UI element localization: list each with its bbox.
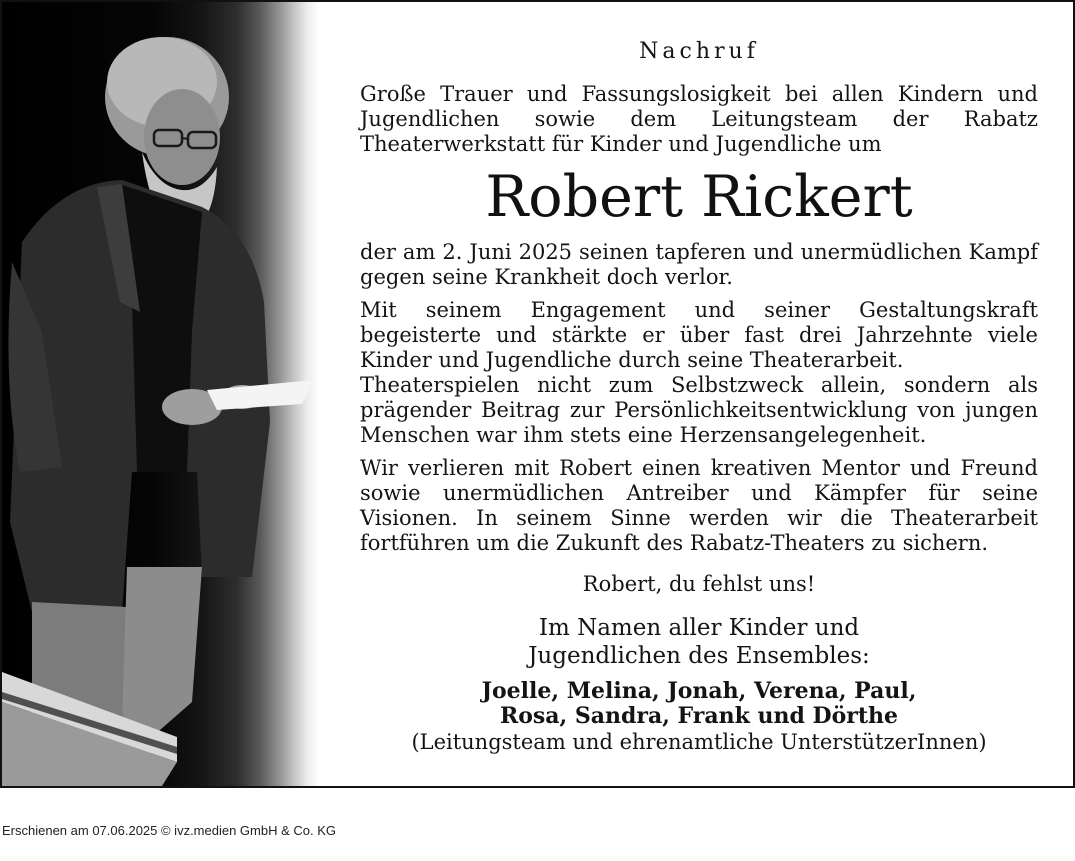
portrait-photo: [2, 2, 320, 786]
publication-credit: Erschienen am 07.06.2025 © ivz.medien GmbH & Co. KG: [2, 823, 337, 838]
behalf-line-1: Im Namen aller Kinder und: [538, 615, 860, 641]
farewell-line: Robert, du fehlst uns!: [582, 572, 816, 596]
signers-line-2: Rosa, Sandra, Frank und Dörthe: [499, 703, 899, 729]
signers-line-1: Joelle, Melina, Jonah, Verena, Paul,: [481, 678, 917, 704]
deceased-name: Robert Rickert: [485, 164, 913, 230]
portrait-illustration: [2, 2, 320, 786]
theater-paragraph: Theaterspielen nicht zum Selbstzweck allein, sondern als prägender Beitrag zur Persönlichkeitsentwicklung von jungen Menschen war ihm stets eine Herzensangelegenheit.: [360, 373, 1038, 447]
intro-paragraph: Große Trauer und Fassungslosigkeit bei allen Kindern und Jugendlichen sowie dem Leitungsteam der Rabatz Theaterwerkstatt für Kinder und Jugendliche um: [360, 82, 1038, 156]
behalf-line-2: Jugendlichen des Ensembles:: [528, 643, 870, 669]
obituary-text: [360, 2, 1038, 786]
heading-nachruf: Nachruf: [639, 39, 759, 64]
death-paragraph: der am 2. Juni 2025 seinen tapferen und unermüdlichen Kampf gegen seine Krankheit doch verlor.: [360, 240, 1038, 289]
mentor-paragraph: Wir verlieren mit Robert einen kreativen Mentor und Freund sowie unermüdlichen Antreiber und Kämpfer für seine Visionen. In seinem Sinne werden wir die Theaterarbeit fortführen um die Zukunft des Rabatz-Theaters zu sichern.: [360, 456, 1038, 555]
signers-role: (Leitungsteam und ehrenamtliche UnterstützerInnen): [411, 730, 987, 754]
engagement-paragraph: Mit seinem Engagement und seiner Gestaltungskraft begeisterte und stärkte er über fast drei Jahrzehnte viele Kinder und Jugendliche durch seine Theaterarbeit.: [360, 298, 1038, 372]
